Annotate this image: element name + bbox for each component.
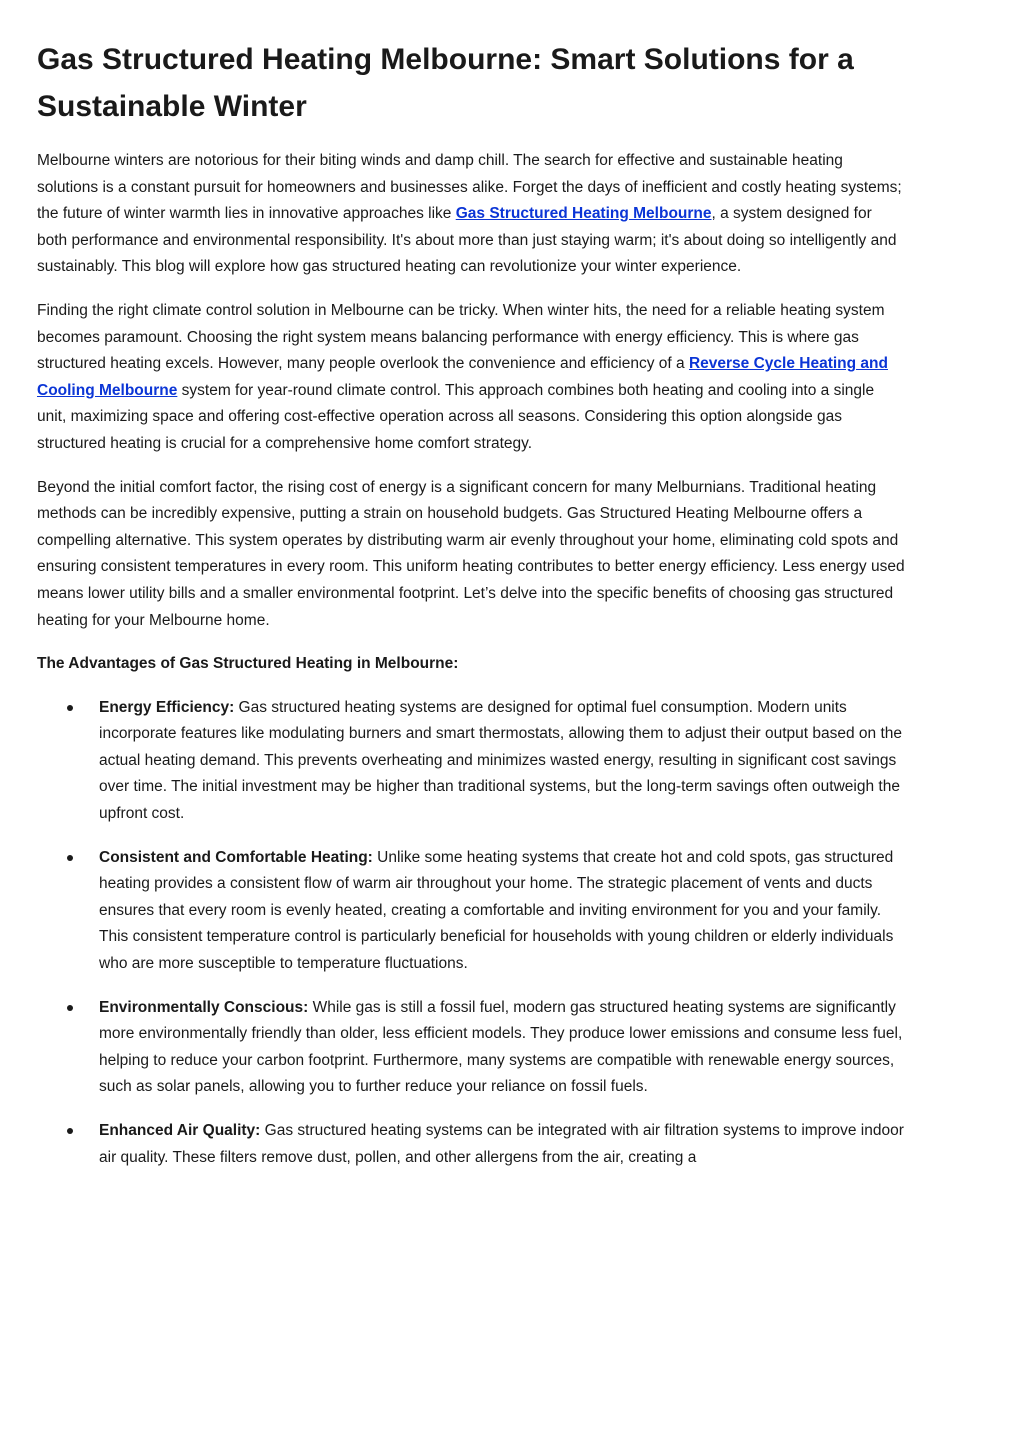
bullet-icon bbox=[67, 855, 73, 861]
bullet-icon bbox=[67, 1128, 73, 1134]
reverse-cycle-heating-link[interactable]: Reverse Cycle Heating and Cooling Melbourne bbox=[37, 355, 888, 399]
advantages-heading: The Advantages of Gas Structured Heating in Melbourne: bbox=[37, 655, 459, 673]
advantage-term: Enhanced Air Quality: bbox=[99, 1122, 261, 1139]
advantage-item-energy-efficiency bbox=[37, 695, 905, 828]
climate-control-paragraph bbox=[37, 298, 905, 458]
bullet-icon bbox=[67, 705, 73, 711]
advantage-term: Environmentally Conscious: bbox=[99, 998, 309, 1016]
energy-cost-paragraph: Beyond the initial comfort factor, the rising cost of energy is a significant concern for many Melburnians. Traditional heating methods can be incredibly expensive, putting a strain on household budgets. Gas Structured Heating Melbourne offers a compelling alternative. This system operates by distributing warm air evenly throughout your home, eliminating cold spots and ensuring consistent temperatures in every room. This uniform heating contributes to better energy efficiency. Less energy used means lower utility bills and a smaller environmental footprint. Let’s delve into the specific benefits of choosing gas structured heating for your Melbourne home. bbox=[37, 478, 905, 629]
advantage-item-environmentally-conscious bbox=[37, 995, 905, 1101]
advantage-term: Consistent and Comfortable Heating: bbox=[99, 848, 373, 866]
intro-text-before-link: Melbourne winters are notorious for their biting winds and damp chill. The search for effective and sustainable heating solutions is a constant pursuit for homeowners and businesses alike. Forget the days of inefficient and costly heating systems; the future of winter warmth lies in innovative approaches like bbox=[37, 152, 902, 223]
intro-text-after-link: , a system designed for both performance and environmental responsibility. It's about more than just staying warm; it's about doing so intelligently and sustainably. This blog will explore how gas structured heating can revolutionize your winter experience. bbox=[37, 205, 897, 276]
advantage-text: Gas structured heating systems can be integrated with air filtration systems to improve indoor air quality. These filters remove dust, pollen, and other allergens from the air, creating a bbox=[99, 1122, 904, 1166]
bullet-icon bbox=[67, 1005, 73, 1011]
advantage-term: Energy Efficiency: bbox=[99, 698, 235, 716]
advantage-text: Unlike some heating systems that create hot and cold spots, gas structured heating provides a consistent flow of warm air throughout your home. The strategic placement of vents and ducts ensures that every room is evenly heated, creating a comfortable and inviting environment for you and your family. This consistent temperature control is particularly beneficial for households with young children or elderly individuals who are more susceptible to temperature fluctuations. bbox=[99, 848, 894, 973]
advantages-list bbox=[37, 695, 905, 1172]
advantage-item-consistent-heating bbox=[37, 845, 905, 978]
advantage-item-air-quality bbox=[37, 1118, 905, 1171]
intro-paragraph bbox=[37, 148, 905, 281]
page-title: Gas Structured Heating Melbourne: Smart Solutions for a Sustainable Winter bbox=[37, 43, 854, 123]
climate-text-before-link: Finding the right climate control solution in Melbourne can be tricky. When winter hits, the need for a reliable heating system becomes paramount. Choosing the right system means balancing performance with energy efficiency. This is where gas structured heating excels. However, many people overlook the convenience and efficiency of a bbox=[37, 301, 885, 373]
advantage-text: Gas structured heating systems are designed for optimal fuel consumption. Modern units incorporate features like modulating burners and smart thermostats, allowing them to adjust their output based on the actual heating demand. This prevents overheating and minimizes wasted energy, resulting in significant cost savings over time. The initial investment may be higher than traditional systems, but the long-term savings often outweigh the upfront cost. bbox=[99, 698, 903, 823]
climate-text-after-link: system for year-round climate control. This approach combines both heating and cooling into a single unit, maximizing space and offering cost-effective operation across all seasons. Considering this option alongside gas structured heating is crucial for a comprehensive home comfort strategy. bbox=[37, 381, 875, 452]
document-page bbox=[37, 36, 905, 1188]
gas-structured-heating-link[interactable]: Gas Structured Heating Melbourne bbox=[455, 205, 712, 223]
advantage-text: While gas is still a fossil fuel, modern gas structured heating systems are significantly more environmentally friendly than older, less efficient models. They produce lower emissions and consume less fuel, helping to reduce your carbon footprint. Furthermore, many systems are compatible with renewable energy sources, such as solar panels, allowing you to further reduce your reliance on fossil fuels. bbox=[99, 998, 903, 1096]
